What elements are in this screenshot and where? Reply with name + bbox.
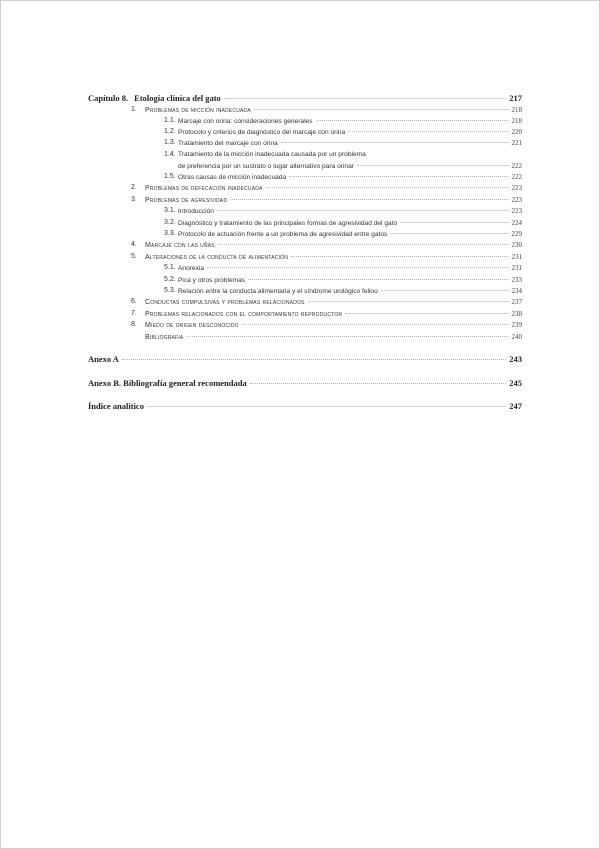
toc-entry[interactable] bbox=[131, 310, 522, 318]
page-number: 222 bbox=[511, 162, 522, 170]
section-number: 5.2. bbox=[164, 276, 176, 283]
entry-label: Tratamiento de la micción inadecuada causada por un problema bbox=[178, 151, 366, 158]
page-number: 223 bbox=[511, 184, 522, 192]
toc-entry[interactable] bbox=[164, 287, 522, 295]
toc-entry[interactable] bbox=[164, 219, 522, 227]
entry-label: Otras causas de micción inadecuada bbox=[178, 174, 287, 181]
entry-label: Protocolo de actuación frente a un problema de agresividad entre gatos bbox=[178, 231, 388, 238]
toc-entry[interactable] bbox=[164, 264, 522, 272]
leader-dots bbox=[224, 98, 506, 99]
page-number: 240 bbox=[511, 333, 522, 341]
toc-entry[interactable] bbox=[164, 117, 522, 125]
entry-label: Bibliografía bbox=[145, 334, 184, 341]
entry-label: Problemas de defecación inadecuada bbox=[145, 185, 263, 192]
leader-dots bbox=[147, 406, 506, 407]
page-number: 218 bbox=[511, 106, 522, 114]
toc-entry[interactable] bbox=[164, 151, 522, 158]
toc-entry[interactable] bbox=[164, 230, 522, 238]
page-number: 234 bbox=[511, 287, 522, 295]
annex-label: Anexo B. Bibliografía general recomendada bbox=[88, 378, 247, 388]
toc-entry[interactable] bbox=[164, 128, 522, 136]
annex-entry[interactable] bbox=[88, 354, 522, 364]
page-number: 218 bbox=[511, 117, 522, 125]
section-number: 3.2. bbox=[164, 219, 176, 226]
leader-dots bbox=[266, 187, 509, 188]
entry-label: Problemas de agresividad bbox=[145, 197, 228, 204]
toc-entry[interactable] bbox=[145, 333, 522, 341]
section-number: 1.5. bbox=[164, 173, 176, 180]
entry-label: Marcaje con orina: consideraciones generales bbox=[178, 118, 313, 125]
leader-dots bbox=[381, 290, 509, 291]
section-number: 1.2. bbox=[164, 128, 176, 135]
entry-label: de preferencia por un sustrato o lugar alternativo para orinar bbox=[178, 163, 354, 170]
toc-entry[interactable] bbox=[164, 139, 522, 147]
annex-label: Índice analítico bbox=[88, 401, 144, 411]
leader-dots bbox=[400, 222, 508, 223]
toc-entry[interactable] bbox=[164, 173, 522, 181]
section-number: 6. bbox=[131, 298, 137, 305]
section-number: 5. bbox=[131, 253, 137, 260]
entry-label: Conductas compulsivas y problemas relacionados bbox=[145, 299, 305, 306]
leader-dots bbox=[242, 324, 509, 325]
leader-dots bbox=[207, 267, 508, 268]
leader-dots bbox=[250, 383, 507, 384]
entry-label: Protocolo y criterios de diagnóstico del marcaje con orina bbox=[178, 129, 346, 136]
page-number: 223 bbox=[511, 207, 522, 215]
page-number: 217 bbox=[509, 93, 522, 103]
section-number: 3.1. bbox=[164, 207, 176, 214]
annex-entry[interactable] bbox=[88, 401, 522, 411]
entry-label: Alteraciones de la conducta de alimentación bbox=[145, 254, 289, 261]
chapter-title: Etología clínica del gato bbox=[134, 93, 221, 103]
entry-label: Marcaje con las uñas bbox=[145, 242, 215, 249]
toc-entry[interactable] bbox=[131, 184, 522, 192]
page-number: 245 bbox=[509, 378, 522, 388]
leader-dots bbox=[186, 336, 508, 337]
leader-dots bbox=[357, 165, 509, 166]
entry-label: Relación entre la conducta alimentaria y el síndrome urológico felino bbox=[178, 288, 378, 295]
page-number: 243 bbox=[509, 354, 522, 364]
section-number: 8. bbox=[131, 321, 137, 328]
leader-dots bbox=[230, 199, 508, 200]
section-number: 1.4. bbox=[164, 151, 176, 158]
page-number: 237 bbox=[511, 298, 522, 306]
section-number: 4. bbox=[131, 241, 137, 248]
section-number: 1.3. bbox=[164, 139, 176, 146]
toc-entry-continuation[interactable] bbox=[178, 162, 522, 170]
entry-label: Introducción bbox=[178, 208, 214, 215]
entry-label: Problemas de micción inadecuada bbox=[145, 107, 251, 114]
page-number: 221 bbox=[511, 139, 522, 147]
toc-entry[interactable] bbox=[131, 196, 522, 204]
toc-entry[interactable] bbox=[131, 106, 522, 114]
chapter-tag: Capítulo 8. bbox=[88, 93, 129, 103]
page-number: 233 bbox=[511, 276, 522, 284]
annex-entry[interactable] bbox=[88, 378, 522, 388]
page-number: 239 bbox=[511, 321, 522, 329]
page-number: 230 bbox=[511, 241, 522, 249]
toc-entry[interactable] bbox=[131, 298, 522, 306]
page-number: 220 bbox=[511, 128, 522, 136]
section-number: 5.3. bbox=[164, 287, 176, 294]
page-number: 238 bbox=[511, 310, 522, 318]
entry-label: Anorexia bbox=[178, 265, 205, 272]
entry-label: Tratamiento del marcaje con orina bbox=[178, 140, 278, 147]
leader-dots bbox=[289, 176, 508, 177]
section-number: 2. bbox=[131, 184, 137, 191]
section-number: 1. bbox=[131, 106, 137, 113]
chapter-entry[interactable] bbox=[88, 93, 522, 103]
section-number: 1.1. bbox=[164, 117, 176, 124]
leader-dots bbox=[308, 301, 509, 302]
page-number: 229 bbox=[511, 230, 522, 238]
page-number: 231 bbox=[511, 264, 522, 272]
leader-dots bbox=[316, 120, 509, 121]
section-number: 3. bbox=[131, 196, 137, 203]
entry-label: Pica y otros problemas bbox=[178, 277, 246, 284]
leader-dots bbox=[281, 142, 509, 143]
leader-dots bbox=[345, 313, 508, 314]
section-number: 7. bbox=[131, 310, 137, 317]
annex-label: Anexo A bbox=[88, 354, 119, 364]
leader-dots bbox=[348, 131, 508, 132]
leader-dots bbox=[291, 256, 508, 257]
entry-label: Problemas relacionados con el comportamiento reproductor bbox=[145, 311, 343, 318]
page-number: 247 bbox=[509, 401, 522, 411]
section-number: 5.1. bbox=[164, 264, 176, 271]
page-number: 231 bbox=[511, 253, 522, 261]
section-number: 3.3. bbox=[164, 230, 176, 237]
leader-dots bbox=[218, 244, 509, 245]
page-number: 224 bbox=[511, 219, 522, 227]
toc-entry[interactable] bbox=[164, 207, 522, 215]
toc-entry[interactable] bbox=[131, 241, 522, 249]
toc-entry[interactable] bbox=[164, 276, 522, 284]
leader-dots bbox=[254, 109, 509, 110]
entry-label: Diagnóstico y tratamiento de las principales formas de agresividad del gato bbox=[178, 220, 398, 227]
leader-dots bbox=[217, 210, 509, 211]
toc-entry[interactable] bbox=[131, 253, 522, 261]
toc-entry[interactable] bbox=[131, 321, 522, 329]
leader-dots bbox=[248, 279, 508, 280]
page-number: 223 bbox=[511, 196, 522, 204]
leader-dots bbox=[390, 233, 508, 234]
leader-dots bbox=[122, 359, 506, 360]
page-number: 222 bbox=[511, 173, 522, 181]
entry-label: Miedo de origen desconocido bbox=[145, 322, 239, 329]
